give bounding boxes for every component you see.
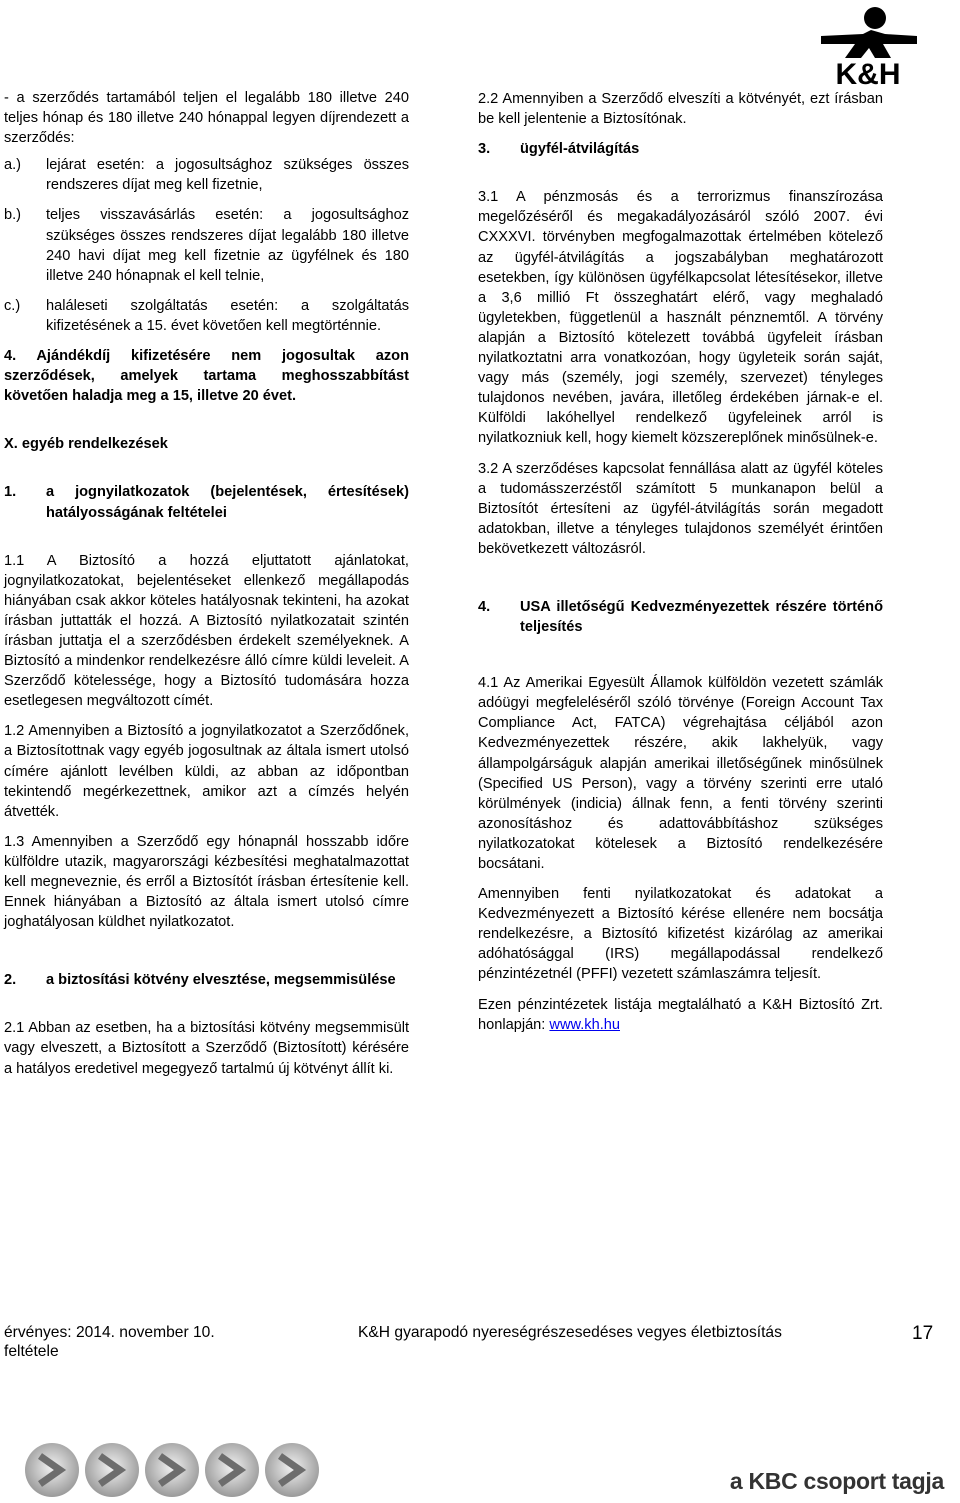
logo-head: [864, 7, 886, 29]
paragraph-1-1: 1.1 A Biztosító a hozzá eljuttatott ajánlatokat, jognyilatkozatokat, bejelentéseket ellenkező megállapodás hiányában csak akkor köteles hatályosnak tekinteni, ha azokat írásban juttatták el hozzá. A Biztosító nyilatkozatait szintén írásban juttatja el a szerződésben érdekelt személyeknek. A Biztosító a mindenkor rendelkezésre álló címre küldi leveleit. A Szerződő kötelessége, hogy a Biztosító tudomására hozza esetlegesen megváltozott címét.: [4, 552, 409, 710]
heading-number: 1.: [4, 484, 17, 501]
heading-text: a biztosítási kötvény elvesztése, megsemmisülése: [46, 972, 396, 989]
heading-4: [478, 597, 883, 637]
paragraph-4-2: Amennyiben fenti nyilatkozatokat és adatokat a Kedvezményezett a Biztosító kérése ellenére nem bocsátja rendelkezésre, a Biztosító kifizetést kizárólag az amerikai adóhatósággal (IRS) megállapodással rendelkező pénzintézetnél (PFFI) vezetett számlaszámra teljesít.: [478, 886, 883, 983]
paragraph-1-3: 1.3 Amennyiben a Szerződő egy hónapnál hosszabb időre külföldre utazik, magyarországi kézbesítési meghatalmazottat kell megneveznie, és erről a Biztosítót írásban értesítenie kell. Ennek hiányában a Biztosító az általa ismert utolsó címre joghatályosan küldhet nyilatkozatot.: [4, 833, 409, 931]
validity-line-1: érvényes: 2014. november 10.: [4, 1324, 215, 1341]
paragraph-2-1: 2.1 Abban az esetben, ha a biztosítási kötvény megsemmisült vagy elveszett, a Biztosított a Szerződő (Biztosított) kérésére a hatályos eredetivel megegyező tartalmú új kötvényt állít ki.: [4, 1020, 409, 1077]
list-item-text: teljes visszavásárlás esetén: a jogosultsághoz szükséges összes rendszeres díjat legalább 180 illetve 240 havi díjat meg kell fizetnie az ügyfélnek és 180 illetve 240 hónapnak el kell telnie,: [46, 207, 409, 284]
paragraph-2-2: 2.2 Amennyiben a Szerződő elveszíti a kötvényét, ezt írásban be kell jelentenie a Biztosítónak.: [478, 91, 883, 128]
heading-number: 3.: [478, 141, 491, 158]
intro-text: - a szerződés tartamából teljen el legalább 180 illetve 240 teljes hónap és 180 illetve 240 hónappal legyen díjrendezett a szerződés:: [4, 90, 409, 147]
logo-body: [821, 30, 917, 58]
arrow-icon: [205, 1443, 259, 1497]
arrow-icon: [265, 1443, 319, 1497]
right-column: [478, 89, 883, 1045]
heading-text: USA illetőségű Kedvezményezettek részére történő teljesítés: [520, 598, 883, 636]
page-number: 17: [912, 1323, 934, 1344]
heading-1: [4, 482, 409, 522]
list-item-text: lejárat esetén: a jogosultsághoz szükséges összes rendszeres díjat meg kell fizetnie,: [46, 157, 409, 194]
paragraph-3-1: 3.1 A pénzmosás és a terrorizmus finanszírozása megelőzéséről és megakadályozásáról szóló 2007. évi CXXXVI. törvényben megfogalmazottak értelmében kötelező az ügyfél-átvilágítás a jogszabályban meghatározott esetekben, így különösen ügyfélkapcsolat létesítésekor, illetve a 3,6 millió Ft összeghatárt elérő, vagy meghaladó ügyletekben, függetlenül a használt pénznemtől. A törvény alapján a Biztosító kötelezett továbbá ügyfeleit írásban nyilatkoztatni arra vonatkozóan, hogy ügyleteik során saját, vagy más (személy, jogi személy, szervezet) tényleges tulajdonos nevében, javára, illetőleg érdekében járnak-e el. Külföldi lakóhellyel rendelkező ügyfeleinek arról is nyilatkozniuk kell, hogy kiemelt közszereplőnek minősülnek-e.: [478, 189, 883, 447]
kh-logo: [813, 4, 923, 86]
kbc-tagline: a KBC csoport tagja: [729, 1468, 944, 1494]
list-item: [4, 155, 409, 195]
paragraph-4-3: [478, 995, 883, 1035]
heading-number: 4.: [478, 598, 491, 615]
list-item: [4, 296, 409, 336]
paragraph-3-2: 3.2 A szerződéses kapcsolat fennállása alatt az ügyfél köteles a tudomásszerzéstől számított 5 munkanapon belül a Biztosítót értesíteni az ügyfél-átvilágítás során megadott adatokban, illetve a tényleges tulajdonos személyét érintően bekövetkezett változásról.: [478, 460, 883, 557]
list-item-label: a.): [4, 157, 22, 174]
website-link[interactable]: www.kh.hu: [549, 1016, 620, 1033]
heading-3: [478, 139, 883, 159]
arrow-icon: [145, 1443, 199, 1497]
validity-line-2: feltétele: [4, 1343, 59, 1360]
list-item-text: haláleseti szolgáltatás esetén: a szolgáltatás kifizetésének a 15. évet követően kell megtörténnie.: [46, 297, 409, 334]
heading-text: a jognyilatkozatok (bejelentések, értesítések) hatályosságának feltételei: [46, 484, 409, 521]
left-column: [4, 88, 409, 1089]
logo-text: K&H: [835, 58, 901, 86]
heading-text: ügyfél-átvilágítás: [520, 141, 640, 158]
arrow-icon: [85, 1443, 139, 1497]
heading-number: 2.: [4, 972, 17, 989]
paragraph-4-3-text: Ezen pénzintézetek listája megtalálható a K&H Biztosító Zrt. honlapján:: [478, 996, 883, 1033]
arrow-icon: [25, 1443, 79, 1497]
section-heading-x: X. egyéb rendelkezések: [4, 436, 168, 453]
paragraph-4-1: 4.1 Az Amerikai Egyesült Államok külföldön vezetett számlák adóügyi megfeleléséről szóló törvénye (Foreign Account Tax Compliance Act, FATCA) végrehajtása céljából azon Kedvezményezettek részére, akik lakhelyük, vagy állampolgárságuk alapján amerikai illetőségűnek minősülnek (Specified US Person), vagy a törvény szerinti erre utaló körülmények (indicia) állnak fenn, a fenti törvény szerinti azonosításhoz és adattovábbításhoz szükséges nyilatkozatokat kötelesek a Biztosító rendelkezésére bocsátani.: [478, 675, 883, 872]
heading-2: [4, 970, 409, 990]
list-item: [4, 205, 409, 285]
list-item-label: b.): [4, 207, 22, 224]
product-name: K&H gyarapodó nyereségrészesedéses vegyes életbiztosítás: [358, 1324, 782, 1341]
gift-fee-paragraph: 4. Ajándékdíj kifizetésére nem jogosultak azon szerződések, amelyek tartama meghosszabbítást követően haladja meg a 15, illetve 20 évet.: [4, 348, 409, 405]
list-item-label: c.): [4, 297, 21, 314]
validity-date: [4, 1323, 304, 1361]
paragraph-1-2: 1.2 Amennyiben a Biztosító a jognyilatkozatot a Szerződőnek, a Biztosítottnak vagy egyéb jogosultnak az általa ismert utolsó címére ajánlott levélben küldi, az abban az időpontban tekintendő megérkezettnek, amikor azt a címzés helyén átvették.: [4, 723, 409, 820]
